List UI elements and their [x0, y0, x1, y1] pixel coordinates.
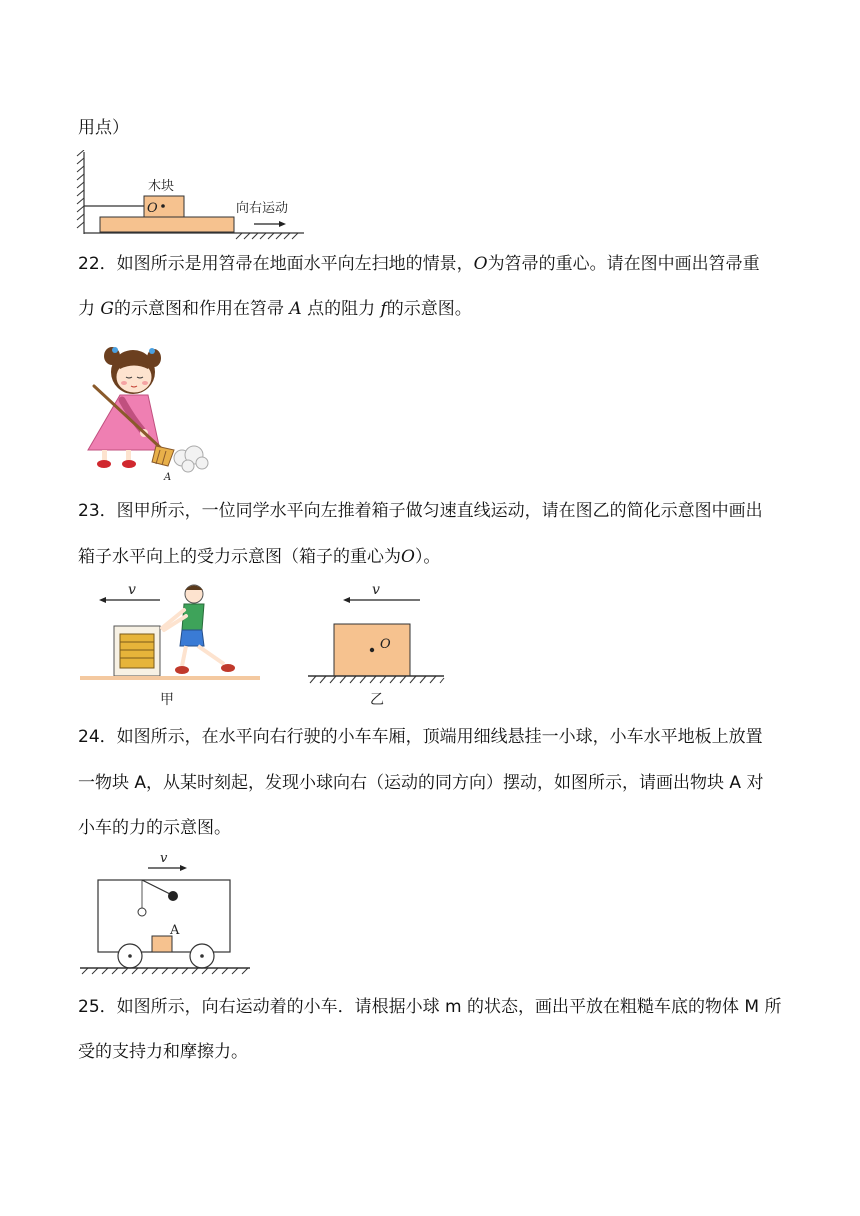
girl-illustration [88, 347, 161, 468]
crate [114, 626, 160, 676]
jia-floor [80, 676, 260, 680]
pendulum-ball [168, 891, 178, 901]
motion-arrowhead [279, 221, 286, 227]
q23-figure-jia [78, 580, 264, 710]
q24-line2: 一物块 A，从某时刻起，发现小球向右（运动的同方向）摆动，如图所示，请画出物块 A 对 [78, 773, 764, 793]
jia-velocity-arrowhead [99, 597, 106, 603]
q24-figure-cart [78, 848, 254, 978]
yi-velocity-arrowhead [343, 597, 350, 603]
q22-line1: 22．如图所示是用笤帚在地面水平向左扫地的情景，O为笤帚的重心。请在图中画出笤帚重 [78, 254, 760, 274]
label-block: 木块 [148, 179, 175, 194]
plumb-ball-reference [138, 908, 146, 916]
cart-velocity-label: v [160, 851, 168, 866]
label-o: O [147, 201, 158, 216]
q25-line2: 受的支持力和摩擦力。 [78, 1042, 248, 1062]
box-label-o: O [380, 637, 391, 652]
wall-hatch [77, 150, 84, 234]
caption-jia: 甲 [160, 692, 174, 708]
block-a [152, 936, 172, 952]
right-wheel-hub [200, 954, 204, 958]
left-wheel-hub [128, 954, 132, 958]
q23-line1: 23．图甲所示，一位同学水平向左推着箱子做匀速直线运动，请在图乙的简化示意图中画出 [78, 501, 763, 521]
dust-cloud [174, 446, 208, 472]
q22-line2: 力 G的示意图和作用在笤帚 A 点的阻力 f的示意图。 [78, 299, 472, 319]
caption-yi: 乙 [370, 692, 384, 708]
q25-line1: 25．如图所示，向右运动着的小车．请根据小球 m 的状态，画出平放在粗糙车底的物体 M 所 [78, 997, 782, 1017]
jia-velocity-label: v [128, 582, 136, 598]
q23-line2: 箱子水平向上的受力示意图（箱子的重心为O）。 [78, 547, 441, 567]
point-a-label: A [164, 472, 172, 482]
q24-line1: 24．如图所示，在水平向右行驶的小车车厢，顶端用细线悬挂一小球，小车水平地板上放置 [78, 727, 763, 747]
label-motion: 向右运动 [236, 201, 289, 216]
q21-figure [76, 150, 310, 240]
long-board [100, 217, 234, 232]
block-a-label: A [170, 923, 180, 938]
cart-velocity-arrowhead [180, 865, 187, 871]
q24-line3: 小车的力的示意图。 [78, 818, 231, 838]
boy-pushing [162, 585, 235, 674]
cart-ground-hatch [82, 968, 248, 974]
box-center-dot [370, 648, 374, 652]
yi-velocity-label: v [372, 582, 380, 598]
q23-figure-yi [304, 580, 450, 710]
q22-figure-girl-sweeping [82, 338, 214, 482]
ground-hatch [236, 233, 298, 239]
yi-ground-hatch [310, 676, 444, 683]
center-dot [161, 204, 165, 208]
top-fragment: 用点） [78, 118, 129, 138]
